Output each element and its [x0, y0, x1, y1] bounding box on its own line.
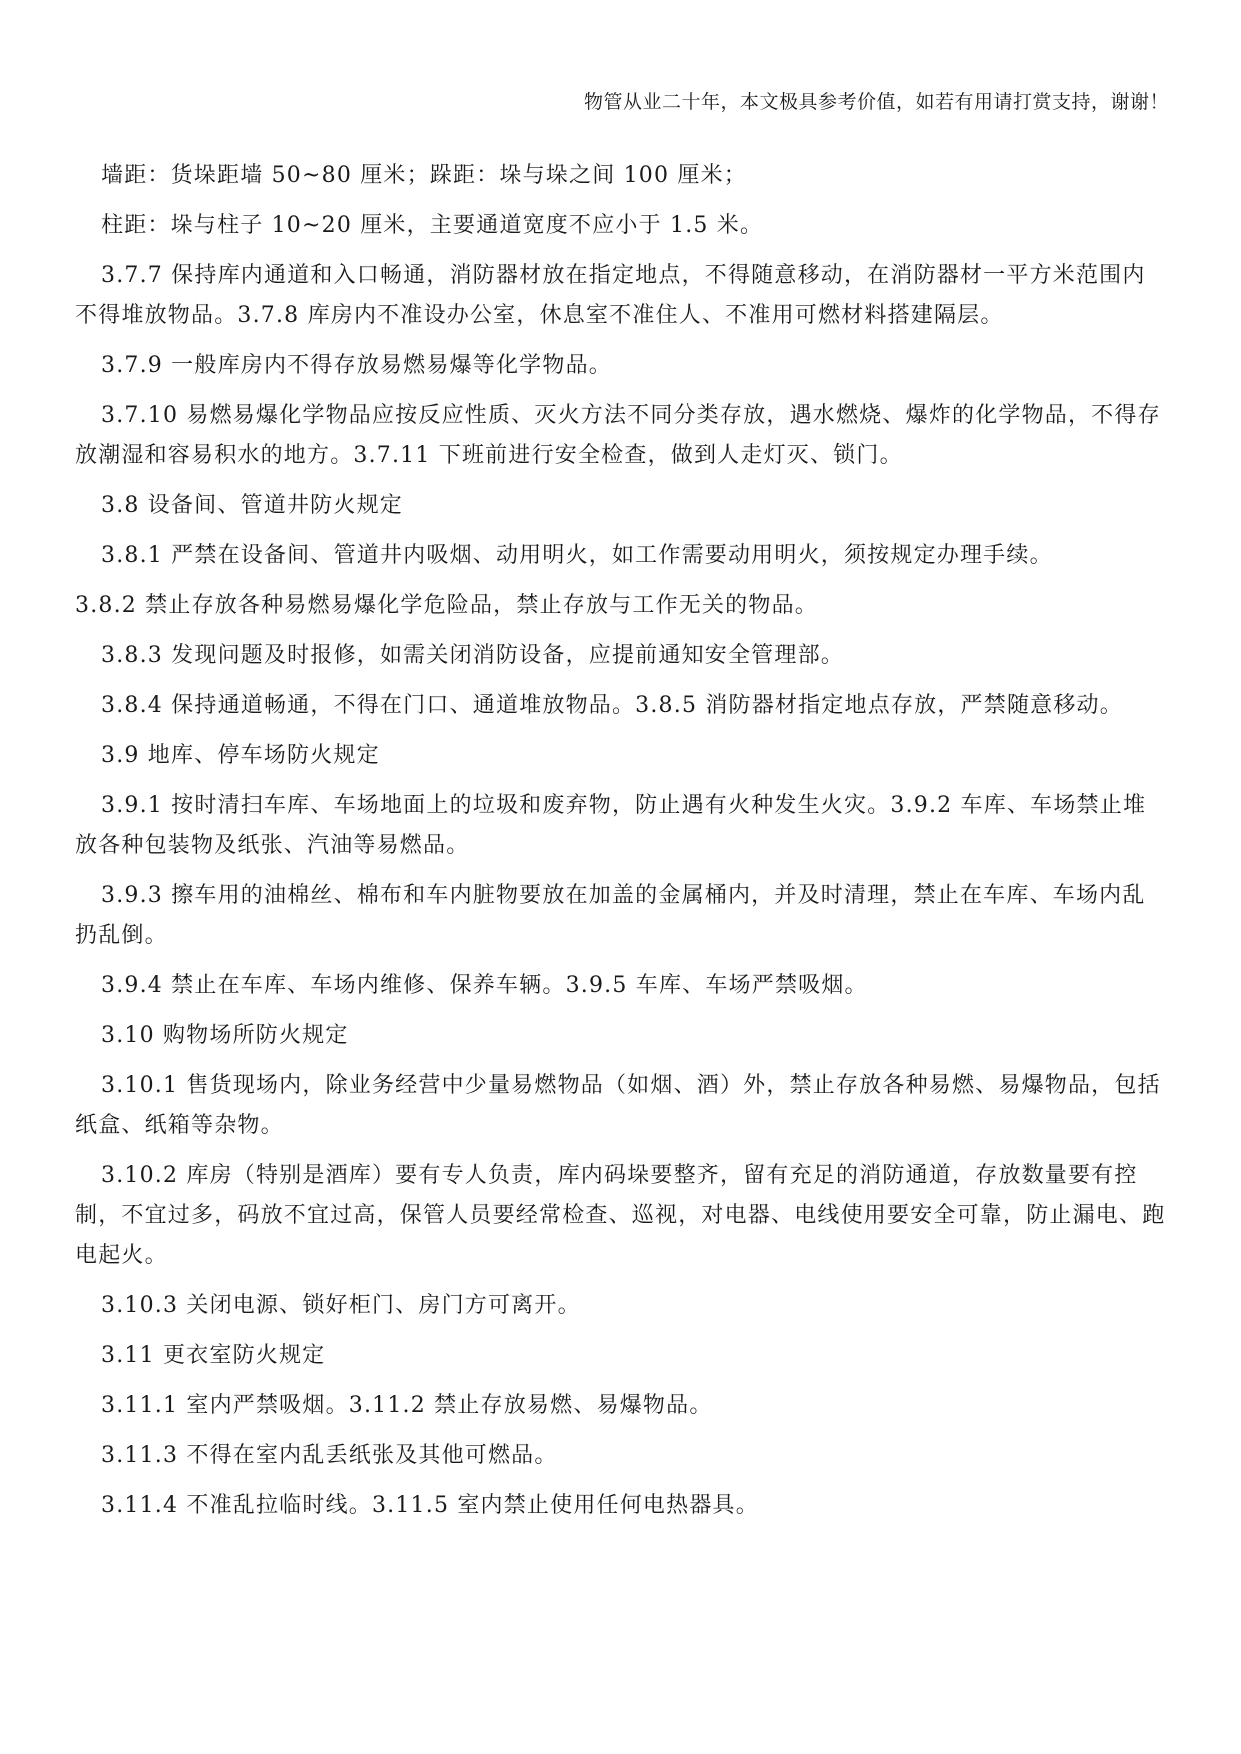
paragraph: 3.8.2 禁止存放各种易燃易爆化学危险品，禁止存放与工作无关的物品。	[75, 593, 818, 618]
paragraph: 3.10.2 库房（特别是酒库）要有专人负责，库内码垛要整齐，留有充足的消防通道，存放数量要有控制，不宜过多，码放不宜过高，保管人员要经常检查、巡视，对电器、电线使用要安全可靠，防止漏电、跑电起火。	[75, 1163, 1166, 1268]
document-body	[75, 156, 1167, 1536]
paragraph: 3.8.1 严禁在设备间、管道井内吸烟、动用明火，如工作需要动用明火，须按规定办理手续。	[101, 543, 1053, 568]
paragraph: 3.7.9 一般库房内不得存放易燃易爆等化学物品。	[101, 353, 612, 378]
paragraph: 柱距：垛与柱子 10~20 厘米，主要通道宽度不应小于 1.5 米。	[101, 213, 764, 238]
paragraph: 3.7.7 保持库内通道和入口畅通，消防器材放在指定地点，不得随意移动，在消防器材一平方米范围内不得堆放物品。3.7.8 库房内不准设办公室，休息室不准住人、不准用可燃材料搭建隔层。	[75, 263, 1146, 328]
paragraph: 3.11.3 不得在室内乱丢纸张及其他可燃品。	[101, 1443, 558, 1468]
paragraph: 3.8.4 保持通道畅通，不得在门口、通道堆放物品。3.8.5 消防器材指定地点存放，严禁随意移动。	[101, 693, 1123, 718]
paragraph: 3.9 地库、停车场防火规定	[101, 743, 380, 768]
paragraph: 3.7.10 易燃易爆化学物品应按反应性质、灭火方法不同分类存放，遇水燃烧、爆炸的化学物品，不得存放潮湿和容易积水的地方。3.7.11 下班前进行安全检查，做到人走灯灭、锁门。	[75, 403, 1161, 468]
paragraph: 3.10.1 售货现场内，除业务经营中少量易燃物品（如烟、酒）外，禁止存放各种易燃、易爆物品，包括纸盒、纸箱等杂物。	[75, 1073, 1161, 1138]
header-note: 物管从业二十年，本文极具参考价值，如若有用请打赏支持，谢谢！	[583, 91, 1169, 113]
paragraph: 3.8.3 发现问题及时报修，如需关闭消防设备，应提前通知安全管理部。	[101, 643, 844, 668]
paragraph: 3.11.4 不准乱拉临时线。3.11.5 室内禁止使用任何电热器具。	[101, 1493, 759, 1518]
paragraph: 3.9.3 擦车用的油棉丝、棉布和车内脏物要放在加盖的金属桶内，并及时清理，禁止在车库、车场内乱扔乱倒。	[75, 883, 1146, 948]
paragraph: 3.10 购物场所防火规定	[101, 1023, 349, 1048]
paragraph: 3.9.1 按时清扫车库、车场地面上的垃圾和废弃物，防止遇有火种发生火灾。3.9.2 车库、车场禁止堆放各种包装物及纸张、汽油等易燃品。	[75, 793, 1147, 858]
paragraph: 3.9.4 禁止在车库、车场内维修、保养车辆。3.9.5 车库、车场严禁吸烟。	[101, 973, 868, 998]
paragraph: 3.11.1 室内严禁吸烟。3.11.2 禁止存放易燃、易爆物品。	[101, 1393, 713, 1418]
paragraph: 3.8 设备间、管道井防火规定	[101, 493, 403, 518]
paragraph: 3.11 更衣室防火规定	[101, 1343, 326, 1368]
paragraph: 墙距：货垛距墙 50~80 厘米；跺距：垛与垛之间 100 厘米；	[101, 163, 747, 188]
paragraph: 3.10.3 关闭电源、锁好柜门、房门方可离开。	[101, 1293, 581, 1318]
